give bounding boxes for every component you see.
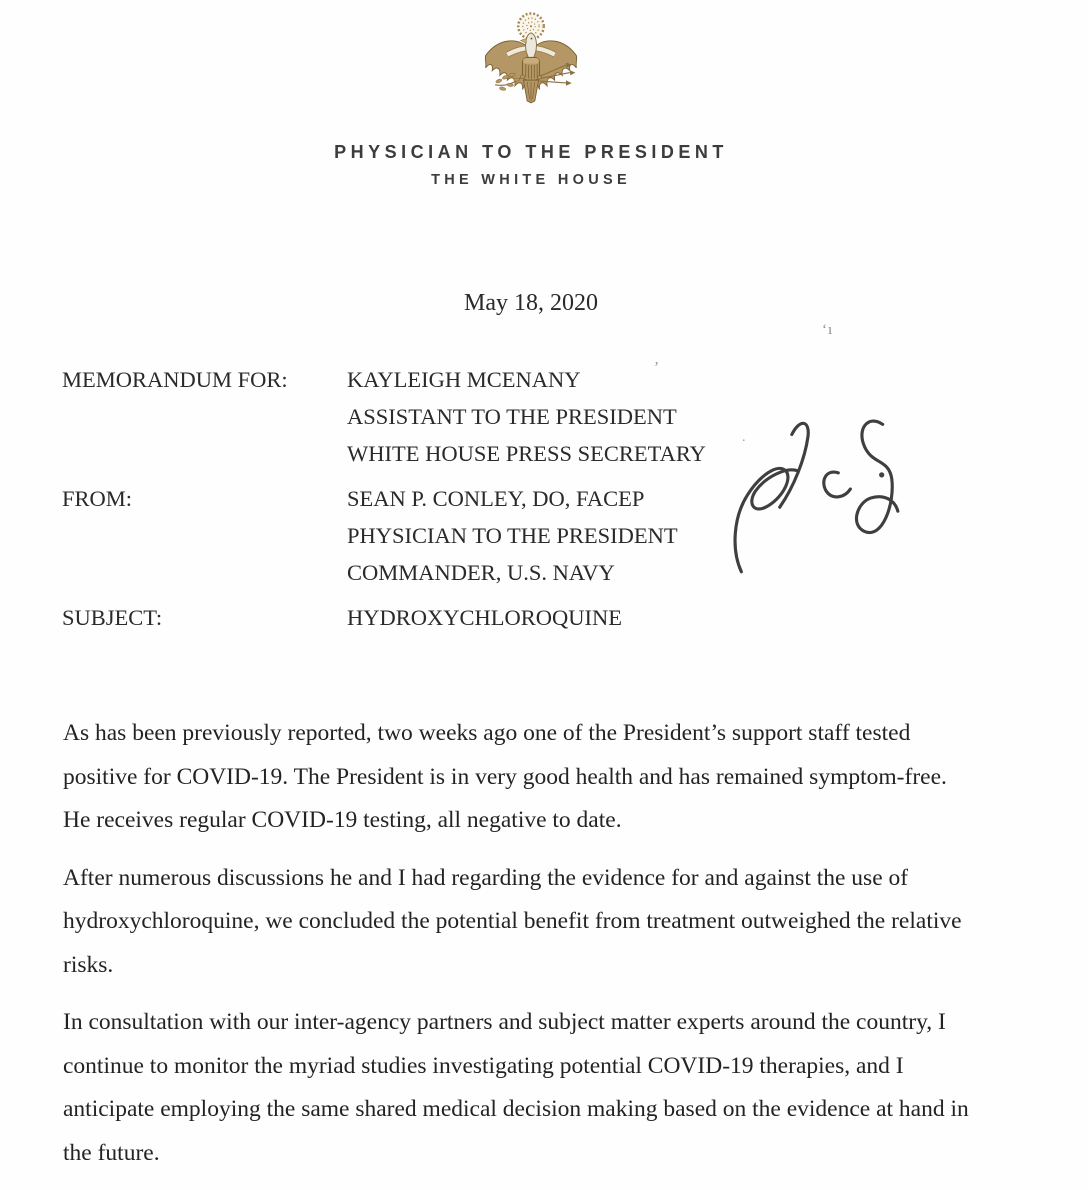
letterhead-subtitle: THE WHITE HOUSE — [431, 172, 631, 188]
body-line: anticipate employing the same shared medical decision making based on the evidence at hand in — [63, 1096, 969, 1122]
memo-field-value — [347, 480, 678, 591]
scan-artifact-mark: ʼ — [654, 360, 659, 376]
memo-field-label: SUBJECT: — [62, 605, 163, 630]
presidential-seal-icon — [0, 8, 1062, 122]
scan-artifact-mark: ʻı — [822, 322, 834, 338]
body-paragraph — [63, 1001, 1038, 1175]
memo-value-line: PHYSICIAN TO THE PRESIDENT — [347, 523, 678, 548]
memo-field-value — [347, 361, 706, 472]
memo-date: May 18, 2020 — [464, 290, 598, 316]
body-paragraph — [63, 712, 1038, 843]
scan-artifact-mark: . — [742, 430, 746, 445]
body-paragraph — [63, 857, 1038, 988]
body-line: the future. — [63, 1139, 160, 1166]
body-line: continue to monitor the myriad studies investigating potential COVID-19 therapies, and I — [63, 1052, 904, 1079]
memo-field-label: MEMORANDUM FOR: — [62, 367, 288, 392]
memo-value-line: COMMANDER, U.S. NAVY — [347, 560, 615, 585]
body-line: risks. — [63, 951, 114, 978]
signature-scrawl — [703, 398, 915, 580]
letterhead-title: PHYSICIAN TO THE PRESIDENT — [334, 142, 728, 162]
memo-value-line: KAYLEIGH MCENANY — [347, 367, 581, 392]
memo-value-line: ASSISTANT TO THE PRESIDENT — [347, 404, 677, 429]
memo-value-line: WHITE HOUSE PRESS SECRETARY — [347, 441, 706, 466]
memo-value-line: SEAN P. CONLEY, DO, FACEP — [347, 486, 645, 511]
body-line: As has been previously reported, two weeks ago one of the President’s support staff tested — [63, 720, 911, 746]
memo-field-label: FROM: — [62, 486, 133, 511]
memo-value-line: HYDROXYCHLOROQUINE — [347, 605, 622, 630]
memo-field-value — [347, 599, 622, 636]
memo-field-subject — [62, 599, 1028, 636]
body-line: After numerous discussions he and I had regarding the evidence for and against the use of — [63, 864, 909, 891]
letterhead — [0, 0, 1088, 188]
memo-header-block — [0, 361, 1088, 636]
body-line: hydroxychloroquine, we concluded the potential benefit from treatment outweighed the relative — [63, 908, 962, 934]
memo-body — [0, 712, 1088, 1175]
body-line: He receives regular COVID-19 testing, all negative to date. — [63, 807, 622, 833]
body-line: In consultation with our inter-agency partners and subject matter experts around the country, I — [63, 1009, 946, 1035]
body-line: positive for COVID-19. The President is in very good health and has remained symptom-free. — [63, 763, 947, 790]
